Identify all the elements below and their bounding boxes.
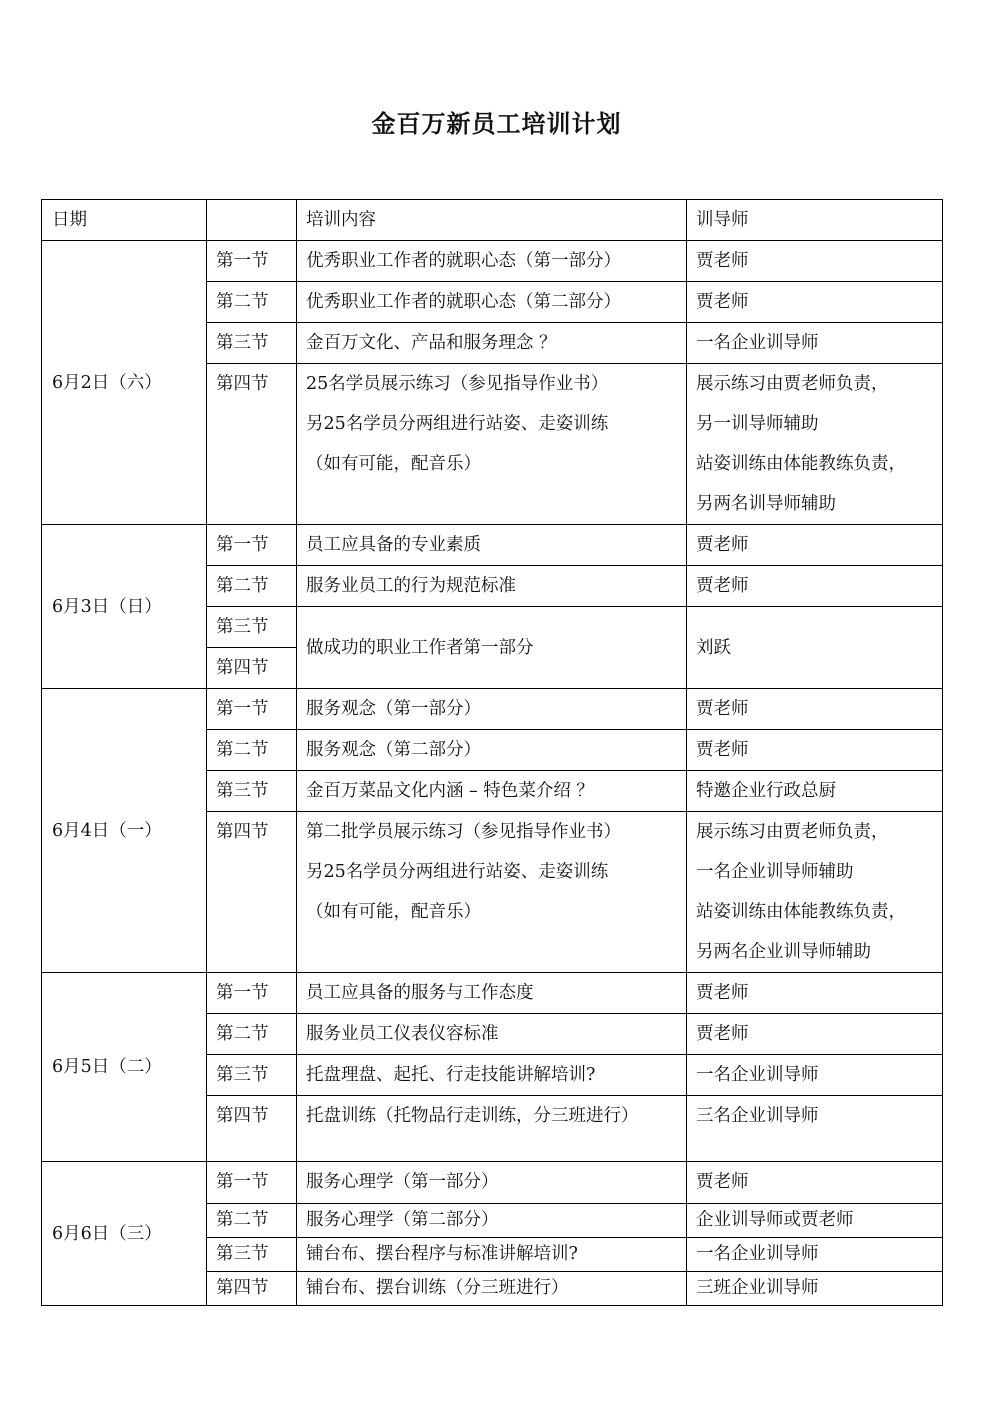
table-row <box>42 689 943 730</box>
date-cell: 6月3日（日） <box>42 525 207 689</box>
trainer-line: 另一训导师辅助 <box>696 414 819 434</box>
session-cell: 第四节 <box>207 364 297 525</box>
trainer-line: 展示练习由贾老师负责， <box>696 822 889 842</box>
session-cell: 第三节 <box>207 771 297 812</box>
session-cell: 第四节 <box>207 648 297 689</box>
session-cell: 第二节 <box>207 566 297 607</box>
content-cell: 金百万菜品文化内涵 – 特色菜介绍 ？ <box>297 771 687 812</box>
content-cell: 员工应具备的专业素质 <box>297 525 687 566</box>
session-cell: 第一节 <box>207 689 297 730</box>
session-cell: 第四节 <box>207 812 297 973</box>
trainer-cell: 贾老师 <box>687 566 943 607</box>
content-cell: 服务心理学（第一部分） <box>297 1162 687 1204</box>
trainer-cell: 三名企业训导师 <box>687 1096 943 1162</box>
trainer-cell <box>687 812 943 973</box>
trainer-cell: 贾老师 <box>687 973 943 1014</box>
trainer-cell: 特邀企业行政总厨 <box>687 771 943 812</box>
date-cell: 6月2日（六） <box>42 241 207 525</box>
trainer-cell: 一名企业训导师 <box>687 1238 943 1272</box>
session-cell: 第一节 <box>207 1162 297 1204</box>
trainer-cell: 一名企业训导师 <box>687 323 943 364</box>
session-cell: 第二节 <box>207 1014 297 1055</box>
content-cell: 铺台布、摆台训练（分三班进行） <box>297 1272 687 1306</box>
session-cell: 第二节 <box>207 282 297 323</box>
content-cell: 服务观念（第一部分） <box>297 689 687 730</box>
session-cell: 第四节 <box>207 1096 297 1162</box>
trainer-cell: 贾老师 <box>687 730 943 771</box>
session-cell: 第三节 <box>207 1238 297 1272</box>
session-cell: 第三节 <box>207 323 297 364</box>
trainer-cell: 刘跃 <box>687 607 943 689</box>
content-cell: 金百万文化、产品和服务理念 ？ <box>297 323 687 364</box>
trainer-line: 另两名企业训导师辅助 <box>696 942 871 962</box>
page-title: 金百万新员工培训计划 <box>371 109 622 138</box>
header-session <box>207 200 297 241</box>
trainer-cell: 贾老师 <box>687 525 943 566</box>
content-cell <box>297 812 687 973</box>
trainer-cell: 一名企业训导师 <box>687 1055 943 1096</box>
content-line: 第二批学员展示练习（参见指导作业书） <box>306 822 621 842</box>
content-cell: 托盘理盘、起托、行走技能讲解培训? <box>297 1055 687 1096</box>
session-cell: 第四节 <box>207 1272 297 1306</box>
content-line: （如有可能，配音乐） <box>306 902 481 922</box>
session-cell: 第二节 <box>207 1204 297 1238</box>
header-content: 培训内容 <box>297 200 687 241</box>
date-cell: 6月4日（一） <box>42 689 207 973</box>
training-schedule-table <box>41 199 943 1306</box>
trainer-cell: 贾老师 <box>687 282 943 323</box>
trainer-cell: 贾老师 <box>687 689 943 730</box>
date-cell: 6月5日（二） <box>42 973 207 1162</box>
trainer-line: 站姿训练由体能教练负责， <box>696 902 906 922</box>
table-row <box>42 241 943 282</box>
content-line: 另25名学员分两组进行站姿、走姿训练 <box>306 862 609 882</box>
header-trainer: 训导师 <box>687 200 943 241</box>
trainer-cell: 贾老师 <box>687 1162 943 1204</box>
trainer-line: 展示练习由贾老师负责， <box>696 374 889 394</box>
content-cell: 服务业员工仪表仪容标准 <box>297 1014 687 1055</box>
session-cell: 第三节 <box>207 607 297 648</box>
session-cell: 第二节 <box>207 730 297 771</box>
session-cell: 第三节 <box>207 1055 297 1096</box>
table-header-row <box>42 200 943 241</box>
trainer-cell: 三班企业训导师 <box>687 1272 943 1306</box>
trainer-line: 另两名训导师辅助 <box>696 494 836 514</box>
session-cell: 第一节 <box>207 241 297 282</box>
content-cell: 铺台布、摆台程序与标准讲解培训? <box>297 1238 687 1272</box>
date-cell: 6月6日（三） <box>42 1162 207 1306</box>
table-row <box>42 525 943 566</box>
trainer-cell: 贾老师 <box>687 1014 943 1055</box>
trainer-cell: 贾老师 <box>687 241 943 282</box>
content-line: 25名学员展示练习（参见指导作业书） <box>306 374 609 394</box>
trainer-cell <box>687 364 943 525</box>
content-cell: 托盘训练（托物品行走训练，分三班进行） <box>297 1096 687 1162</box>
table-row <box>42 973 943 1014</box>
session-cell: 第一节 <box>207 973 297 1014</box>
content-cell: 服务业员工的行为规范标准 <box>297 566 687 607</box>
content-cell: 服务心理学（第二部分） <box>297 1204 687 1238</box>
trainer-line: 站姿训练由体能教练负责， <box>696 454 906 474</box>
table-row <box>42 1162 943 1204</box>
content-cell <box>297 364 687 525</box>
content-cell: 员工应具备的服务与工作态度 <box>297 973 687 1014</box>
content-cell: 优秀职业工作者的就职心态（第二部分） <box>297 282 687 323</box>
content-cell: 做成功的职业工作者第一部分 <box>297 607 687 689</box>
content-cell: 服务观念（第二部分） <box>297 730 687 771</box>
header-date: 日期 <box>42 200 207 241</box>
content-line: 另25名学员分两组进行站姿、走姿训练 <box>306 414 609 434</box>
content-line: （如有可能，配音乐） <box>306 454 481 474</box>
content-cell: 优秀职业工作者的就职心态（第一部分） <box>297 241 687 282</box>
trainer-cell: 企业训导师或贾老师 <box>687 1204 943 1238</box>
session-cell: 第一节 <box>207 525 297 566</box>
trainer-line: 一名企业训导师辅助 <box>696 862 854 882</box>
